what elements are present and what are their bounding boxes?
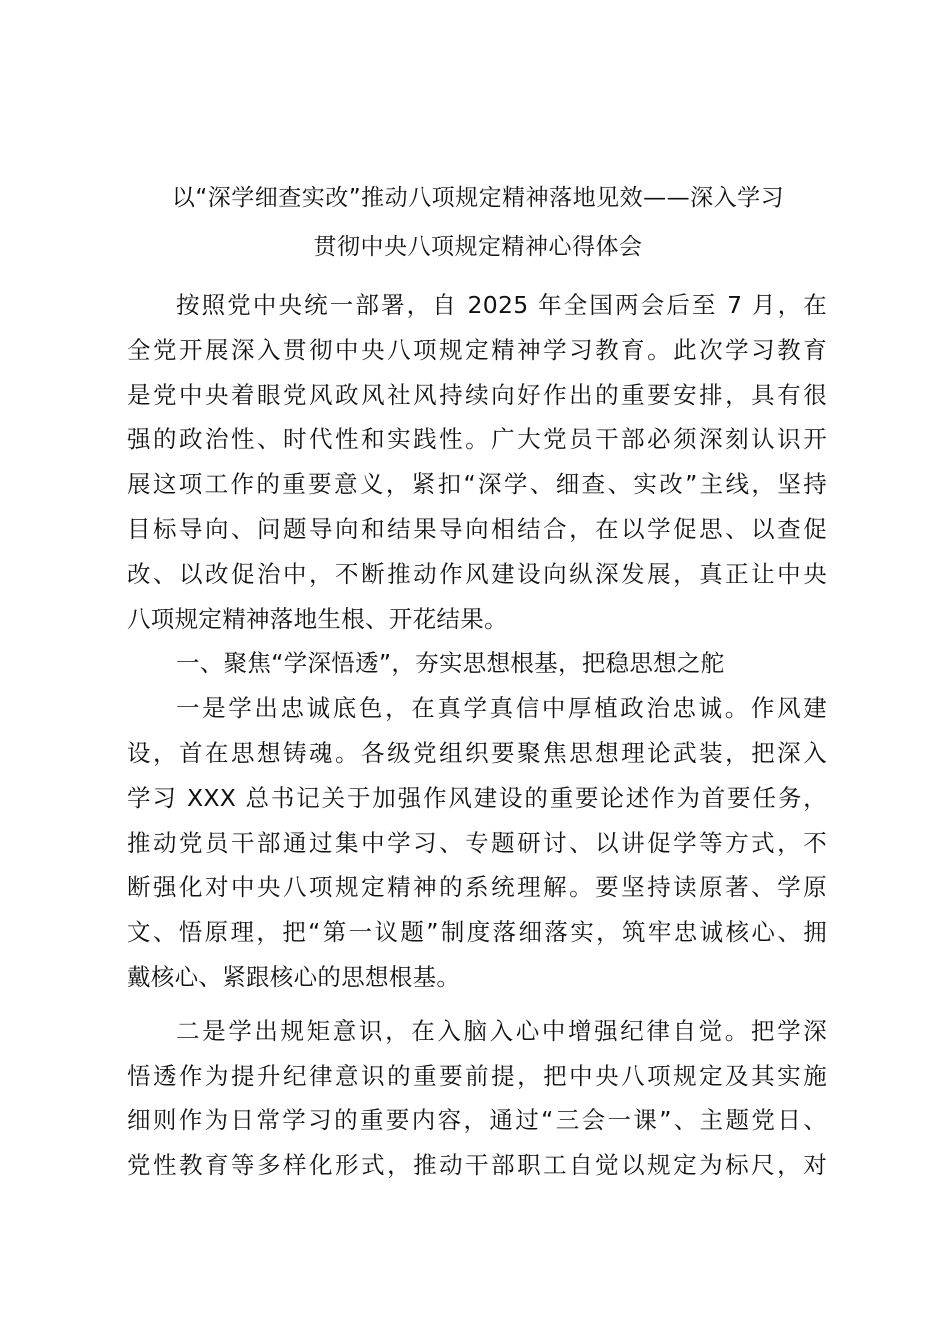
paragraph-2-line-1: 一是学出忠诚底色，在真学真信中厚植政治忠诚。作风建 bbox=[176, 694, 827, 723]
section-heading-1: 一、聚焦“学深悟透”，夯实思想根基，把稳思想之舵 bbox=[176, 649, 725, 678]
document-body bbox=[127, 283, 827, 1188]
paragraph-2-line-3: 学习 XXX 总书记关于加强作风建设的重要论述作为首要任务， bbox=[127, 783, 827, 812]
paragraph-1-line-5: 展这项工作的重要意义，紧扣“深学、细查、实改”主线，坚持 bbox=[127, 470, 827, 499]
paragraph-2-line-4: 推动党员干部通过集中学习、专题研讨、以讲促学等方式，不 bbox=[127, 828, 827, 857]
paragraph-3-line-2: 悟透作为提升纪律意识的重要前提，把中央八项规定及其实施 bbox=[127, 1061, 827, 1090]
paragraph-1-line-4: 强的政治性、时代性和实践性。广大党员干部必须深刻认识开 bbox=[127, 425, 827, 454]
paragraph-1-line-8: 八项规定精神落地生根、开花结果。 bbox=[127, 604, 508, 633]
paragraph-2-line-2: 设，首在思想铸魂。各级党组织要聚焦思想理论武装，把深入 bbox=[127, 738, 827, 767]
document-title-line-2: 贯彻中央八项规定精神心得体会 bbox=[313, 234, 643, 260]
document-title-line-1: 以“深学细查实改”推动八项规定精神落地见效——深入学习 bbox=[171, 185, 785, 211]
paragraph-3-line-4: 党性教育等多样化形式，推动干部职工自觉以规定为标尺，对 bbox=[127, 1151, 827, 1180]
paragraph-1-line-7: 改、以改促治中，不断推动作风建设向纵深发展，真正让中央 bbox=[127, 559, 827, 588]
paragraph-2-line-6: 文、悟原理，把“第一议题”制度落细落实，筑牢忠诚核心、拥 bbox=[127, 918, 827, 947]
paragraph-1-line-2: 全党开展深入贯彻中央八项规定精神学习教育。此次学习教育 bbox=[127, 335, 827, 364]
paragraph-2-line-7: 戴核心、紧跟核心的思想根基。 bbox=[127, 962, 461, 991]
paragraph-1-line-1: 按照党中央统一部署，自 2025 年全国两会后至 7 月，在 bbox=[176, 291, 827, 319]
paragraph-1-line-3: 是党中央着眼党风政风社风持续向好作出的重要安排，具有很 bbox=[127, 380, 827, 409]
paragraph-1-line-6: 目标导向、问题导向和结果导向相结合，在以学促思、以查促 bbox=[127, 514, 827, 543]
paragraph-2-line-5: 断强化对中央八项规定精神的系统理解。要坚持读原著、学原 bbox=[127, 873, 827, 902]
paragraph-3-line-3: 细则作为日常学习的重要内容，通过“三会一课”、主题党日、 bbox=[127, 1106, 827, 1135]
paragraph-gap bbox=[127, 1000, 827, 1009]
paragraph-3-line-1: 二是学出规矩意识，在入脑入心中增强纪律自觉。把学深 bbox=[176, 1016, 827, 1045]
